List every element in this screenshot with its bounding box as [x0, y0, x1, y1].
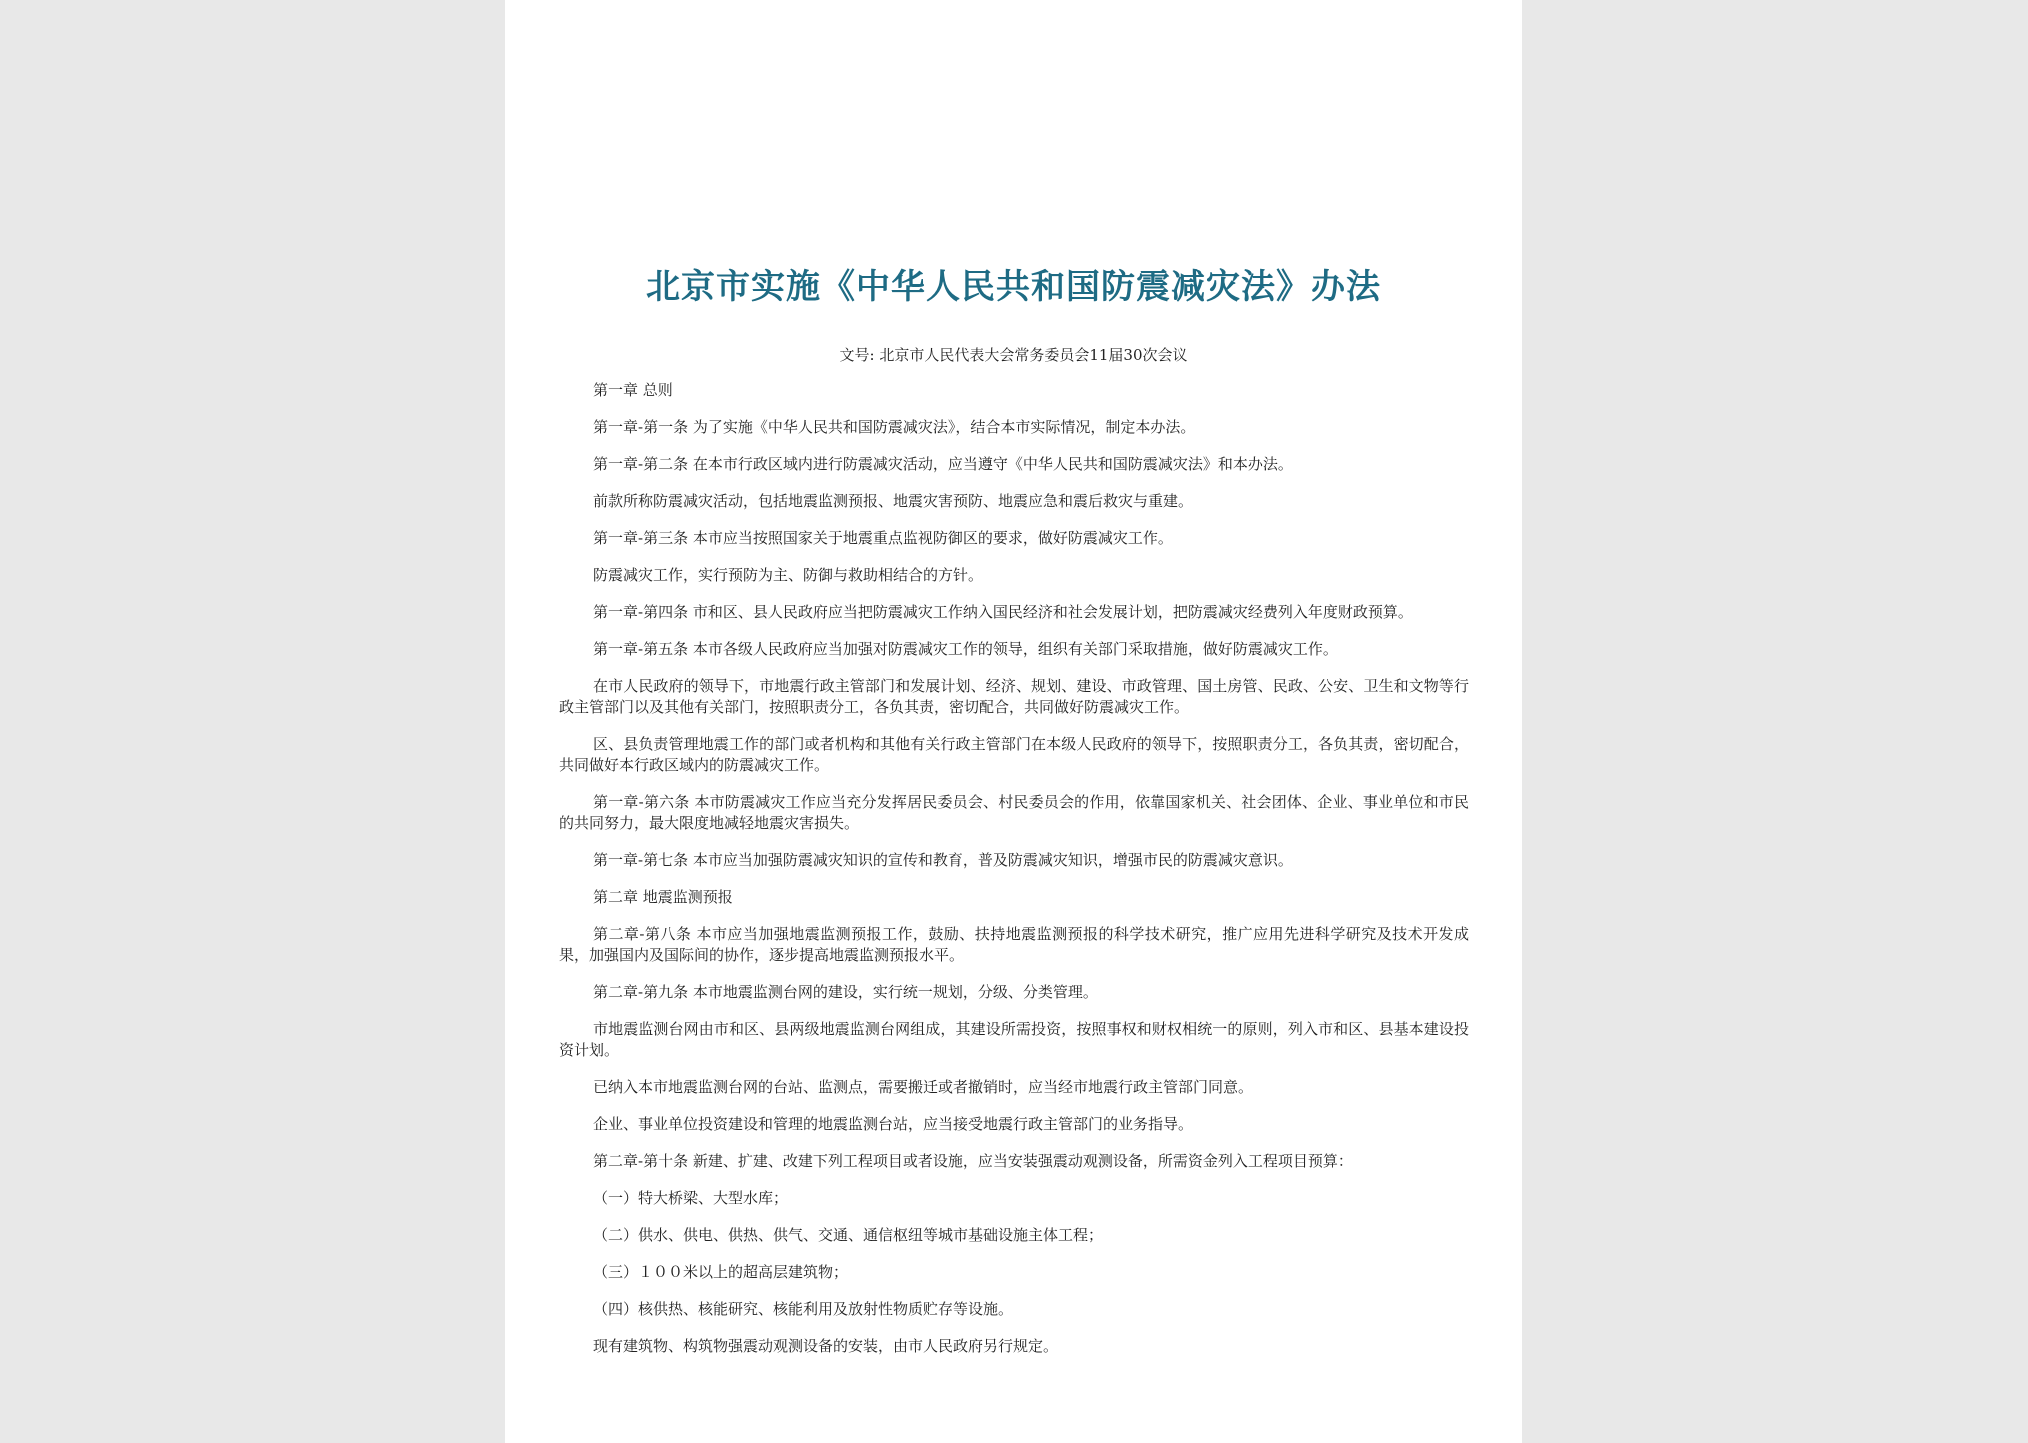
list-item: （三）１００米以上的超高层建筑物； [593, 1263, 849, 1281]
article-paragraph: 已纳入本市地震监测台网的台站、监测点，需要搬迁或者撤销时，应当经市地震行政主管部门同意。 [593, 1078, 1254, 1096]
article-paragraph: 现有建筑物、构筑物强震动观测设备的安装，由市人民政府另行规定。 [593, 1337, 1059, 1355]
article-paragraph: 第二章-第八条 本市应当加强地震监测预报工作，鼓励、扶持地震监测预报的科学技术研究，推广应用先进科学研究及技术开发成果，加强国内及国际间的协作，逐步提高地震监测预报水平。 [559, 925, 1469, 964]
document-page [505, 0, 1522, 1443]
article-paragraph: 区、县负责管理地震工作的部门或者机构和其他有关行政主管部门在本级人民政府的领导下，按照职责分工，各负其责，密切配合，共同做好本行政区域内的防震减灾工作。 [559, 735, 1469, 774]
list-item: （一）特大桥梁、大型水库； [593, 1189, 789, 1207]
article-paragraph: 第一章-第一条 为了实施《中华人民共和国防震减灾法》，结合本市实际情况，制定本办法。 [593, 418, 1196, 436]
document-number: 文号: 北京市人民代表大会常务委员会11届30次会议 [839, 346, 1188, 364]
article-paragraph: 在市人民政府的领导下，市地震行政主管部门和发展计划、经济、规划、建设、市政管理、国土房管、民政、公安、卫生和文物等行政主管部门以及其他有关部门，按照职责分工，各负其责，密切配合，共同做好防震减灾工作。 [559, 677, 1469, 716]
article-paragraph: 市地震监测台网由市和区、县两级地震监测台网组成，其建设所需投资，按照事权和财权相统一的原则，列入市和区、县基本建设投资计划。 [559, 1020, 1469, 1059]
article-paragraph: 第一章-第六条 本市防震减灾工作应当充分发挥居民委员会、村民委员会的作用，依靠国家机关、社会团体、企业、事业单位和市民的共同努力，最大限度地减轻地震灾害损失。 [559, 793, 1469, 832]
article-paragraph: 防震减灾工作，实行预防为主、防御与救助相结合的方针。 [593, 566, 984, 584]
list-item: （二）供水、供电、供热、供气、交通、通信枢纽等城市基础设施主体工程； [593, 1226, 1104, 1244]
document-title: 北京市实施《中华人民共和国防震减灾法》办法 [646, 267, 1381, 307]
article-paragraph: 第一章-第四条 市和区、县人民政府应当把防震减灾工作纳入国民经济和社会发展计划，把防震减灾经费列入年度财政预算。 [593, 603, 1413, 621]
article-paragraph: 第二章-第十条 新建、扩建、改建下列工程项目或者设施，应当安装强震动观测设备，所需资金列入工程项目预算： [593, 1152, 1353, 1170]
article-paragraph: 第一章-第七条 本市应当加强防震减灾知识的宣传和教育，普及防震减灾知识，增强市民的防震减灾意识。 [593, 851, 1293, 869]
chapter-heading: 第二章 地震监测预报 [593, 888, 733, 906]
chapter-heading: 第一章 总则 [593, 381, 673, 399]
article-paragraph: 企业、事业单位投资建设和管理的地震监测台站，应当接受地震行政主管部门的业务指导。 [593, 1115, 1194, 1133]
article-paragraph: 第一章-第三条 本市应当按照国家关于地震重点监视防御区的要求，做好防震减灾工作。 [593, 529, 1173, 547]
article-paragraph: 第二章-第九条 本市地震监测台网的建设，实行统一规划，分级、分类管理。 [593, 983, 1098, 1001]
article-paragraph: 第一章-第二条 在本市行政区域内进行防震减灾活动，应当遵守《中华人民共和国防震减灾法》和本办法。 [593, 455, 1293, 473]
document-body [559, 380, 1469, 1373]
list-item: （四）核供热、核能研究、核能利用及放射性物质贮存等设施。 [593, 1300, 1014, 1318]
article-paragraph: 第一章-第五条 本市各级人民政府应当加强对防震减灾工作的领导，组织有关部门采取措施，做好防震减灾工作。 [593, 640, 1338, 658]
article-paragraph: 前款所称防震减灾活动，包括地震监测预报、地震灾害预防、地震应急和震后救灾与重建。 [593, 492, 1194, 510]
